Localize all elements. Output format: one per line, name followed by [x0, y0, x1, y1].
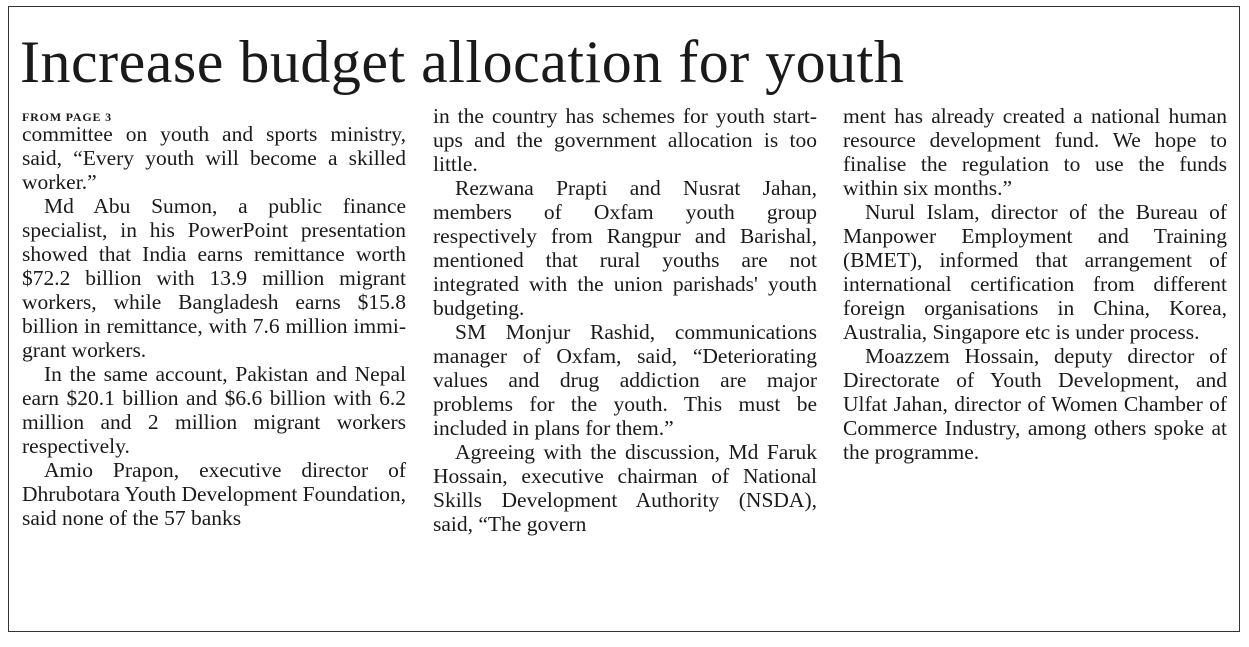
jump-line: FROM PAGE 3 — [22, 110, 112, 124]
article-headline: Increase budget allocation for youth — [20, 29, 905, 95]
article-column-1 — [22, 104, 406, 530]
paragraph: Md Abu Sumon, a public finance specialist, in his PowerPoint presentation showed that India earns remittance worth $72.2 billion with 13.9 million migrant workers, while Bangladesh earns $15.8 billion in remittance, with 7.6 million immigrant workers. — [22, 194, 406, 362]
paragraph: SM Monjur Rashid, communications manager of Oxfam, said, “Deteriorating values and drug addiction are major problems for the youth. This must be included in plans for them.” — [433, 320, 817, 440]
paragraph: Agreeing with the discussion, Md Faruk Hossain, executive chairman of National Skills Development Authority (NSDA), said, “The govern — [433, 440, 817, 536]
paragraph: Nurul Islam, director of the Bureau of Manpower Employment and Training (BMET), informed that arrangement of international certification from different foreign organisations in China, Korea, Australia, Singapore etc is under process. — [843, 200, 1227, 344]
paragraph: Rezwana Prapti and Nusrat Jahan, members of Oxfam youth group respectively from Rangpur and Barishal, mentioned that rural youths are not integrated with the union parishads' youth budgeting. — [433, 176, 817, 320]
paragraph: committee on youth and sports ministry, said, “Every youth will become a skilled worker.” — [22, 122, 406, 194]
paragraph: ment has already created a national human resource development fund. We hope to finalise the regulation to use the funds within six months.” — [843, 104, 1227, 200]
paragraph: in the country has schemes for youth start-ups and the government allocation is too little. — [433, 104, 817, 176]
paragraph: Moazzem Hossain, deputy director of Directorate of Youth Development, and Ulfat Jahan, director of Women Chamber of Commerce Industry, among others spoke at the programme. — [843, 344, 1227, 464]
paragraph: In the same account, Pakistan and Nepal earn $20.1 billion and $6.6 billion with 6.2 million and 2 million migrant workers respectively. — [22, 362, 406, 458]
paragraph: Amio Prapon, executive director of Dhrubotara Youth Development Foundation, said none of the 57 banks — [22, 458, 406, 530]
article-column-2 — [433, 104, 817, 536]
article-column-3 — [843, 104, 1227, 464]
